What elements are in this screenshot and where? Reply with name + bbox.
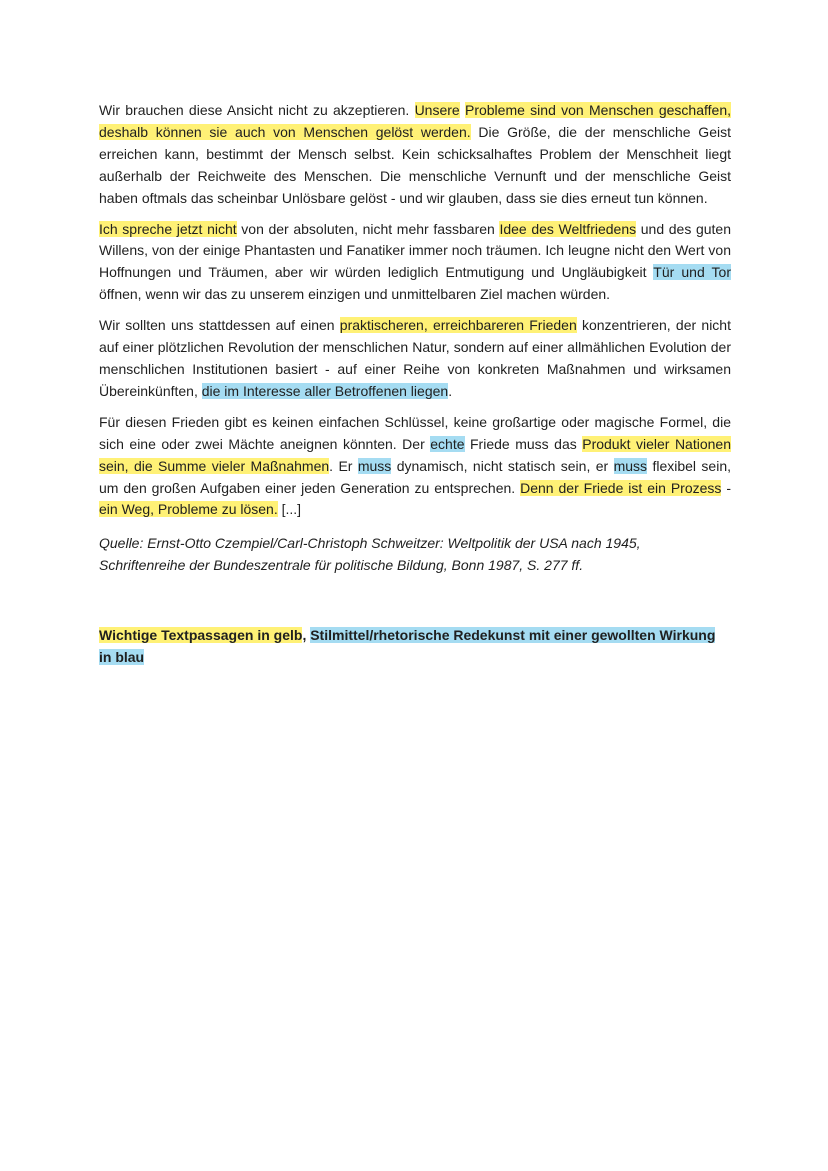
paragraph-4: [99, 412, 731, 522]
text-body: [99, 100, 731, 521]
highlight-yellow: Idee des Weltfriedens: [499, 220, 637, 237]
text-run: öffnen, wenn wir das zu unserem einzigen und unmittelbaren Ziel machen würden.: [99, 286, 611, 303]
highlight-blue: Tür und Tor: [653, 264, 731, 281]
text-run: von der absoluten, nicht mehr fassbaren: [236, 220, 500, 237]
highlight-legend: [99, 625, 731, 669]
text-run: -: [721, 479, 731, 496]
source-citation: [99, 533, 731, 577]
highlight-yellow: Unsere: [414, 102, 460, 118]
legend-yellow: Wichtige Textpassagen in gelb: [99, 627, 303, 644]
text-run: konzentrieren, der nicht auf einer plötzlichen Revolution der menschlichen Natur, sondern auf einer allmählichen Evolution der menschlichen Institutionen basiert - auf einer Reihe von konkreten Maßnahmen und wirksamen Übereinkünften,: [99, 317, 731, 399]
text-run: Wir brauchen diese Ansicht nicht zu akzeptieren.: [99, 102, 415, 118]
paragraph-3: [99, 315, 731, 403]
source-line-2: Schriftenreihe der Bundeszentrale für politische Bildung, Bonn 1987, S. 277 ff.: [99, 557, 584, 574]
paragraph-1: [99, 100, 731, 210]
paragraph-2: [99, 219, 731, 307]
highlight-blue: die im Interesse aller Betroffenen liegen: [201, 382, 449, 399]
legend-blue: Stilmittel/rhetorische Redekunst mit einer gewollten Wirkung in blau: [99, 627, 716, 666]
text-run: Wir sollten uns stattdessen auf einen: [99, 317, 340, 334]
text-run: Friede muss das: [464, 435, 583, 452]
text-run: flexibel sein, um den großen Aufgaben einer jeden Generation zu entsprechen.: [99, 457, 732, 496]
text-run: Die Größe, die der menschliche Geist erreichen kann, bestimmt der Mensch selbst. Kein schicksalhaftes Problem der Menschheit liegt außerhalb der Reichweite des Menschen. Die menschliche Vernunft und der menschliche Geist haben oftmals das scheinbar Unlösbare gelöst - und wir glauben, dass sie dies erneut tun können.: [99, 123, 731, 206]
highlight-yellow: Produkt vieler Nationen sein, die Summe vieler Maßnahmen: [99, 435, 731, 474]
text-run: [...]: [277, 501, 302, 518]
document-page: [99, 100, 731, 669]
text-run: dynamisch, nicht statisch sein, er: [391, 457, 614, 474]
highlight-yellow: Denn der Friede ist ein Prozess: [520, 479, 722, 496]
text-run: .: [448, 382, 453, 399]
highlight-blue: muss: [357, 457, 392, 474]
text-run: und des guten Willens, von der einige Phantasten und Fanatiker immer noch träumen. Ich leugne nicht den Wert von Hoffnungen und Träumen, aber wir würden lediglich Entmutigung und Ungläubigkeit: [99, 220, 731, 281]
legend-separator: ,: [302, 627, 311, 644]
source-line-1: Quelle: Ernst-Otto Czempiel/Carl-Christoph Schweitzer: Weltpolitik der USA nach 1945,: [99, 535, 641, 552]
text-run: Für diesen Frieden gibt es keinen einfachen Schlüssel, keine großartige oder magische Formel, die sich eine oder zwei Mächte aneignen könnten. Der: [99, 413, 731, 452]
highlight-yellow: Probleme sind von Menschen geschaffen, deshalb können sie auch von Menschen gelöst werden.: [99, 102, 731, 140]
highlight-yellow: ein Weg, Probleme zu lösen.: [99, 501, 278, 518]
text-run: . Er: [329, 457, 358, 474]
highlight-blue: muss: [613, 457, 648, 474]
highlight-yellow: Ich spreche jetzt nicht: [99, 220, 237, 237]
highlight-blue: echte: [430, 435, 465, 452]
highlight-yellow: praktischeren, erreichbareren Frieden: [339, 317, 577, 334]
